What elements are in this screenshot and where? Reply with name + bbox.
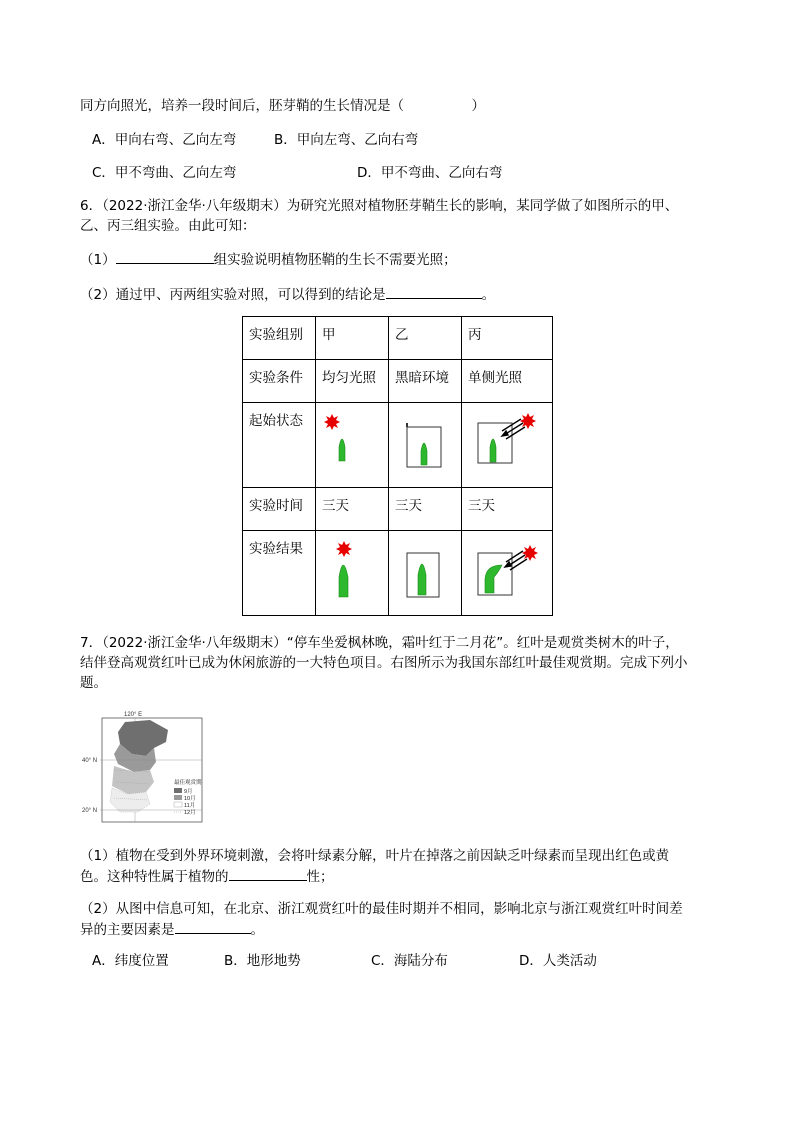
coleoptile-bent-shape bbox=[485, 565, 502, 593]
cell-header-bing: 丙 bbox=[462, 317, 553, 360]
q7-stem-line3: 题。 bbox=[80, 675, 107, 691]
cell-header-yi: 乙 bbox=[389, 317, 462, 360]
start-bing-figure bbox=[468, 409, 546, 481]
coleoptile-shape bbox=[339, 439, 345, 461]
legend-sep: 9月 bbox=[184, 789, 193, 795]
coleoptile-shape bbox=[418, 564, 426, 595]
cell-time-label: 实验时间 bbox=[243, 488, 316, 531]
q6-sub1 bbox=[80, 249, 457, 270]
q7-sub2-line1: （2）从图中信息可知，在北京、浙江观赏红叶的最佳时期并不相同，影响北京与浙江观赏红叶时间差 bbox=[80, 901, 683, 917]
lat-label-20: 20° N bbox=[82, 808, 98, 814]
q7-sub1-line2 bbox=[80, 866, 334, 887]
result-bing-figure bbox=[468, 537, 546, 609]
q7-stem-line2: 结伴登高观赏红叶已成为休闲旅游的一大特色项目。右图所示为我国东部红叶最佳观赏期。完成下列小 bbox=[80, 655, 688, 671]
cell-header-label: 实验组别 bbox=[243, 317, 316, 360]
table-row-time bbox=[243, 488, 553, 531]
red-leaf-viewing-map bbox=[80, 708, 210, 830]
legend-oct: 10月 bbox=[184, 796, 196, 802]
lon-label: 120° E bbox=[124, 712, 143, 718]
table-row-result bbox=[243, 531, 553, 616]
cell-time-bing: 三天 bbox=[462, 488, 553, 531]
cell-conditions-jia: 均匀光照 bbox=[316, 360, 389, 403]
start-yi-figure bbox=[395, 409, 455, 481]
q7-sub1-blank[interactable] bbox=[229, 866, 307, 881]
q7-option-b[interactable]: B．地形地势 bbox=[224, 953, 301, 969]
cell-result-bing bbox=[462, 531, 553, 616]
q7-option-a[interactable]: A．纬度位置 bbox=[92, 953, 169, 969]
sun-icon bbox=[324, 414, 340, 430]
result-yi-figure bbox=[395, 537, 455, 609]
q7-option-c[interactable]: C．海陆分布 bbox=[371, 953, 448, 969]
q7-sub2-blank[interactable] bbox=[175, 919, 251, 934]
q6-stem-line2: 乙、丙三组实验。由此可知： bbox=[80, 218, 256, 234]
q7-stem-line1: 7．（2022·浙江金华·八年级期末）“停车坐爱枫林晚，霜叶红于二月花”。红叶是观赏类树木的叶子， bbox=[80, 635, 679, 651]
map-figure bbox=[80, 708, 210, 826]
sun-icon bbox=[336, 541, 352, 557]
legend-dec: 12月 bbox=[184, 810, 196, 816]
q7-sub2-prefix: 异的主要因素是 bbox=[80, 922, 175, 938]
cell-conditions-bing: 单侧光照 bbox=[462, 360, 553, 403]
q7-sub2-suffix: 。 bbox=[250, 922, 264, 938]
q6-sub2-blank[interactable] bbox=[386, 284, 482, 299]
q5-option-d[interactable]: D．甲不弯曲、乙向右弯 bbox=[357, 165, 503, 181]
q5-option-a[interactable]: A．甲向右弯、乙向左弯 bbox=[92, 132, 237, 148]
q6-sub1-blank[interactable] bbox=[116, 249, 214, 264]
q5-option-c[interactable]: C．甲不弯曲、乙向左弯 bbox=[92, 165, 237, 181]
q5-stem: 同方向照光，培养一段时间后，胚芽鞘的生长情况是（ ） bbox=[80, 98, 485, 114]
q6-sub2-suffix: 。 bbox=[481, 287, 496, 303]
q7-sub1-suffix: 性； bbox=[306, 869, 334, 885]
cell-result-jia bbox=[316, 531, 389, 616]
sun-icon bbox=[520, 413, 536, 429]
q6-sub2 bbox=[80, 284, 495, 305]
q6-sub1-suffix: 组实验说明植物胚鞘的生长不需要光照； bbox=[213, 252, 457, 268]
table-row-header bbox=[243, 317, 553, 360]
start-jia-figure bbox=[322, 409, 382, 481]
q6-sub1-prefix: （1） bbox=[80, 252, 116, 268]
table-row-start bbox=[243, 403, 553, 488]
legend-title: 最佳观赏期 bbox=[174, 780, 202, 786]
cell-result-label: 实验结果 bbox=[243, 531, 316, 616]
coleoptile-shape bbox=[421, 443, 427, 465]
cell-start-label: 起始状态 bbox=[243, 403, 316, 488]
cell-conditions-yi: 黑暗环境 bbox=[389, 360, 462, 403]
table-row-conditions bbox=[243, 360, 553, 403]
light-arrow-icon bbox=[502, 419, 525, 439]
coleoptile-shape bbox=[490, 439, 496, 462]
legend-nov: 11月 bbox=[184, 803, 196, 809]
result-jia-figure bbox=[322, 537, 382, 609]
experiment-table bbox=[242, 316, 553, 616]
q6-stem-line1: 6．（2022·浙江金华·八年级期末）为研究光照对植物胚芽鞘生长的影响，某同学做了如图所示的甲、 bbox=[80, 198, 679, 214]
sun-icon bbox=[522, 545, 538, 561]
cell-start-yi bbox=[389, 403, 462, 488]
cell-result-yi bbox=[389, 531, 462, 616]
cell-time-yi: 三天 bbox=[389, 488, 462, 531]
q7-sub1-prefix: 色。这种特性属于植物的 bbox=[80, 869, 229, 885]
cell-conditions-label: 实验条件 bbox=[243, 360, 316, 403]
cell-start-jia bbox=[316, 403, 389, 488]
q7-sub2-line2 bbox=[80, 919, 264, 940]
cell-header-jia: 甲 bbox=[316, 317, 389, 360]
lat-label-40: 40° N bbox=[82, 758, 98, 764]
q7-option-d[interactable]: D．人类活动 bbox=[519, 953, 597, 969]
cell-time-jia: 三天 bbox=[316, 488, 389, 531]
cell-start-bing bbox=[462, 403, 553, 488]
q7-sub1-line1: （1）植物在受到外界环境刺激，会将叶绿素分解，叶片在掉落之前因缺乏叶绿素而呈现出红色或黄 bbox=[80, 848, 670, 864]
q6-sub2-prefix: （2）通过甲、丙两组实验对照，可以得到的结论是 bbox=[80, 287, 386, 303]
q5-option-b[interactable]: B．甲向左弯、乙向右弯 bbox=[274, 132, 419, 148]
coleoptile-shape bbox=[339, 565, 348, 597]
